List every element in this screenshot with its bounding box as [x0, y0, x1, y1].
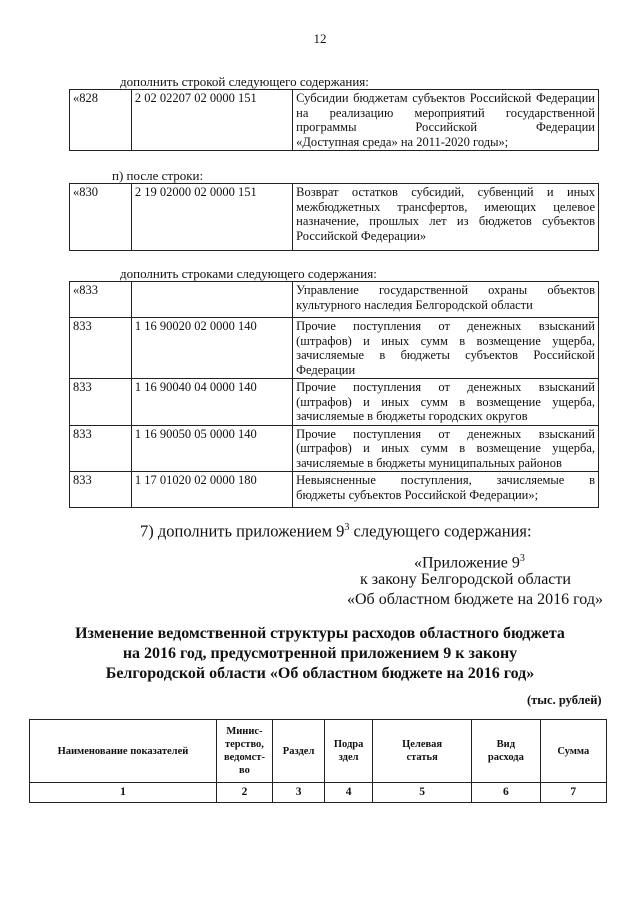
kbk-cell: 1 16 90020 02 0000 140	[131, 318, 292, 379]
title-line: на 2016 год, предусмотренной приложением 9 к закону	[122, 645, 518, 662]
col-subsection-header: Подра здел	[325, 720, 373, 783]
name-line: Управление государственной охраны объектов	[296, 283, 595, 297]
kbk-cell: 1 17 01020 02 0000 180	[131, 472, 292, 508]
table-row	[70, 184, 599, 251]
col-name-header: Наименование показателей	[30, 720, 217, 783]
block2-lead: п) после строки:	[112, 168, 204, 183]
appendix-sup: 3	[519, 553, 525, 564]
item7-after: следующего содержания:	[349, 521, 532, 541]
code-cell: 833	[70, 425, 132, 472]
block1-lead: дополнить строкой следующего содержания:	[120, 74, 369, 89]
col-sum-header: Сумма	[540, 720, 606, 783]
block3-table	[69, 281, 599, 508]
table-row	[70, 379, 599, 426]
name-line: Российской Федерации»	[296, 228, 427, 243]
name-line: Федерации	[296, 362, 356, 377]
name-line: зачисляемые в бюджеты субъектов Российской	[296, 348, 595, 362]
page-number: 12	[313, 31, 327, 46]
kbk-cell: 1 16 90040 04 0000 140	[131, 379, 292, 426]
table-row	[70, 318, 599, 379]
name-line: Субсидии бюджетам субъектов Российской	[296, 91, 532, 105]
block2-table	[69, 183, 599, 251]
col-number: 2	[216, 783, 272, 803]
code-cell: «828	[70, 90, 132, 151]
title-line: Белгородской области «Об областном бюджете на 2016 год»	[105, 665, 535, 682]
name-line: зачисляемые в бюджеты муниципальных районов	[296, 455, 562, 470]
name-line: (штрафов) и иных сумм в возмещение ущерба,	[296, 394, 595, 409]
item7-sup: 3	[344, 522, 350, 533]
col-number: 5	[373, 783, 472, 803]
units-label: (тыс. рублей)	[527, 693, 602, 707]
name-line: Возврат остатков субсидий, субвенций и иных	[296, 185, 595, 199]
title-line: Изменение ведомственной структуры расходов областного бюджета	[75, 625, 565, 642]
name-line: «Доступная среда» на 2011-2020 годы»;	[296, 134, 509, 149]
code-cell: 833	[70, 318, 132, 379]
kbk-cell: 1 16 90050 05 0000 140	[131, 425, 292, 472]
table-row	[70, 282, 599, 318]
name-cell	[293, 379, 599, 426]
name-cell	[293, 282, 599, 318]
name-line: государственной программы Российской Федерации	[296, 105, 595, 134]
table-row	[70, 90, 599, 151]
col-section-header: Раздел	[273, 720, 325, 783]
name-line: назначение, прошлых лет из бюджетов субъектов	[296, 214, 595, 228]
name-line: зачисляемые в бюджеты городских округов	[296, 409, 528, 423]
block3-lead: дополнить строками следующего содержания:	[120, 266, 377, 281]
code-cell: «830	[70, 184, 132, 251]
item7-text	[140, 518, 532, 542]
name-cell	[293, 90, 599, 151]
code-cell: 833	[70, 379, 132, 426]
kbk-cell: 2 19 02000 02 0000 151	[131, 184, 292, 251]
name-line: межбюджетных трансфертов, имеющих целевое	[296, 199, 595, 214]
numbers-row	[30, 783, 607, 803]
code-cell: 833	[70, 472, 132, 508]
main-table	[29, 719, 607, 803]
block1-table	[69, 89, 599, 151]
name-line: Невыясненные поступления, зачисляемые в	[296, 473, 595, 487]
col-number: 1	[30, 783, 217, 803]
name-line: Прочие поступления от денежных взысканий	[296, 380, 595, 394]
name-cell	[293, 184, 599, 251]
name-line: культурного наследия Белгородской области	[296, 297, 533, 312]
name-cell	[293, 472, 599, 508]
name-line: Прочие поступления от денежных взысканий	[296, 426, 595, 441]
kbk-cell	[131, 282, 292, 318]
header-row	[30, 720, 607, 783]
appendix-line3: «Об областном бюджете на 2016 год»	[347, 591, 603, 608]
document-title	[40, 624, 600, 684]
name-cell	[293, 318, 599, 379]
col-ministry-header: Минис- терство, ведомст- во	[216, 720, 272, 783]
col-number: 4	[325, 783, 373, 803]
name-line: (штрафов) и иных сумм в возмещение ущерба,	[296, 441, 595, 455]
item7-before: 7) дополнить приложением 9	[140, 521, 345, 541]
name-line: Федерации на реализацию мероприятий	[296, 91, 595, 120]
appendix-line2: к закону Белгородской области	[360, 571, 571, 588]
table-row	[70, 425, 599, 472]
col-number: 6	[472, 783, 540, 803]
appendix-text: «Приложение 9	[414, 554, 520, 572]
name-line: (штрафов) и иных сумм в возмещение ущерба,	[296, 333, 595, 348]
kbk-cell: 2 02 02207 02 0000 151	[131, 90, 292, 151]
code-cell: «833	[70, 282, 132, 318]
name-line: бюджеты субъектов Российской Федерации»;	[296, 487, 539, 502]
col-expense-type-header: Вид расхода	[472, 720, 540, 783]
name-line: Прочие поступления от денежных взысканий	[296, 319, 595, 333]
col-number: 7	[540, 783, 606, 803]
name-cell	[293, 425, 599, 472]
col-number: 3	[273, 783, 325, 803]
col-target-header: Целевая статья	[373, 720, 472, 783]
table-row	[70, 472, 599, 508]
